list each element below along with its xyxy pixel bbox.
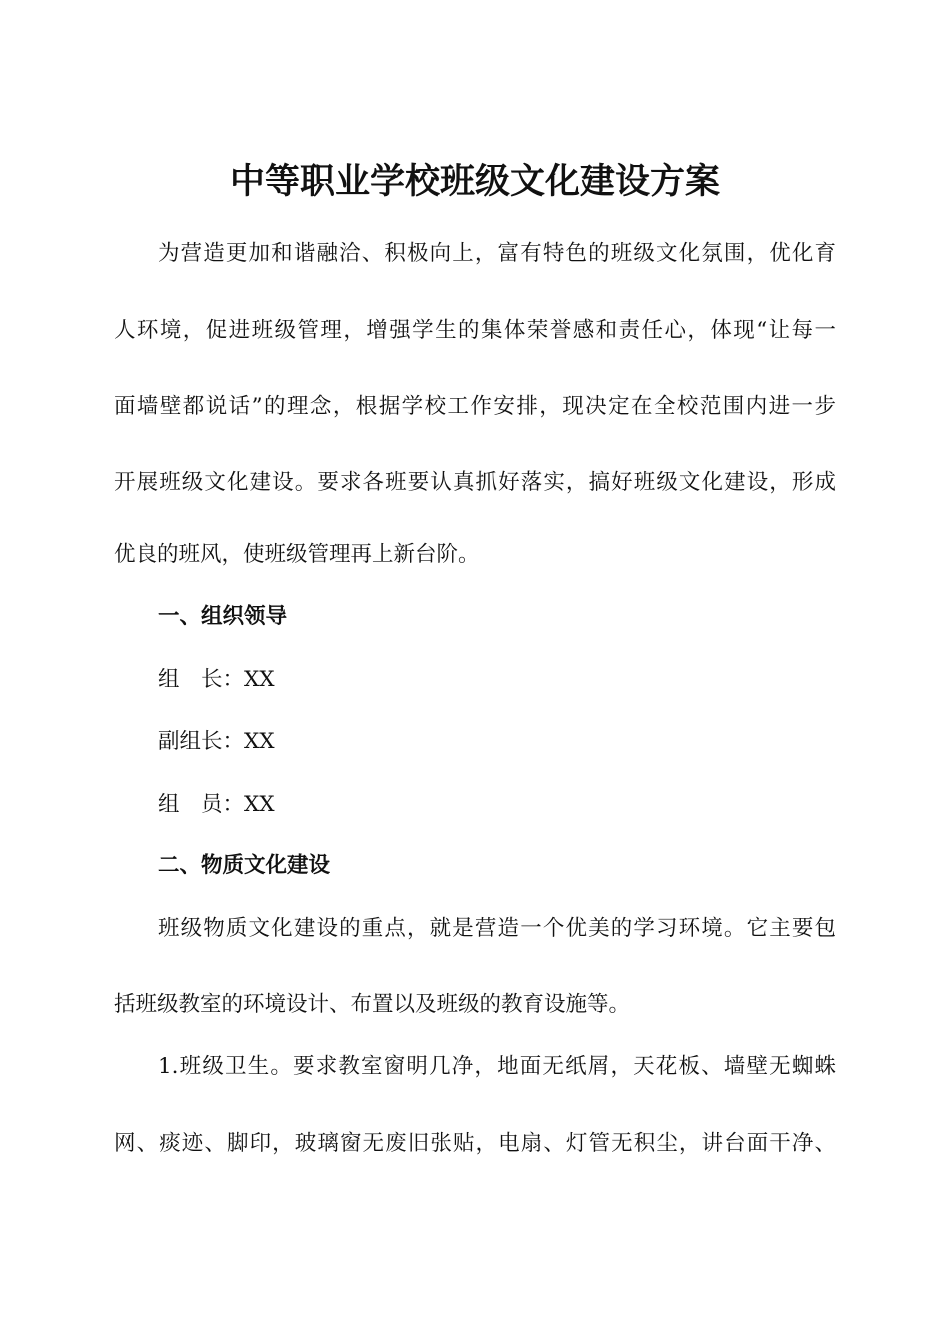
- section2-para-line-2: 括班级教室的环境设计、布置以及班级的教育设施等。: [114, 992, 631, 1017]
- member-members: 组 员：XX: [158, 792, 275, 817]
- intro-line-3: 面墙壁都说话”的理念，根据学校工作安排，现决定在全校范围内进一步: [114, 394, 836, 419]
- member-deputy-leader: 副组长：XX: [158, 729, 275, 754]
- item1-line-1: 1.班级卫生。要求教室窗明几净，地面无纸屑，天花板、墙壁无蜘蛛: [158, 1054, 836, 1079]
- intro-line-1: 为营造更加和谐融洽、积极向上，富有特色的班级文化氛围，优化育: [158, 241, 836, 266]
- intro-line-5: 优良的班风，使班级管理再上新台阶。: [114, 542, 480, 567]
- intro-line-2: 人环境，促进班级管理，增强学生的集体荣誉感和责任心，体现“让每一: [114, 318, 836, 343]
- section2-para-line-1: 班级物质文化建设的重点，就是营造一个优美的学习环境。它主要包: [158, 916, 836, 941]
- section2-heading: 二、物质文化建设: [158, 853, 331, 878]
- section1-heading: 一、组织领导: [158, 604, 288, 629]
- item1-line-2: 网、痰迹、脚印，玻璃窗无废旧张贴，电扇、灯管无积尘，讲台面干净、: [114, 1131, 836, 1156]
- member-leader: 组 长：XX: [158, 667, 275, 692]
- intro-line-4: 开展班级文化建设。要求各班要认真抓好落实，搞好班级文化建设，形成: [114, 470, 836, 495]
- document-title: 中等职业学校班级文化建设方案: [229, 161, 720, 202]
